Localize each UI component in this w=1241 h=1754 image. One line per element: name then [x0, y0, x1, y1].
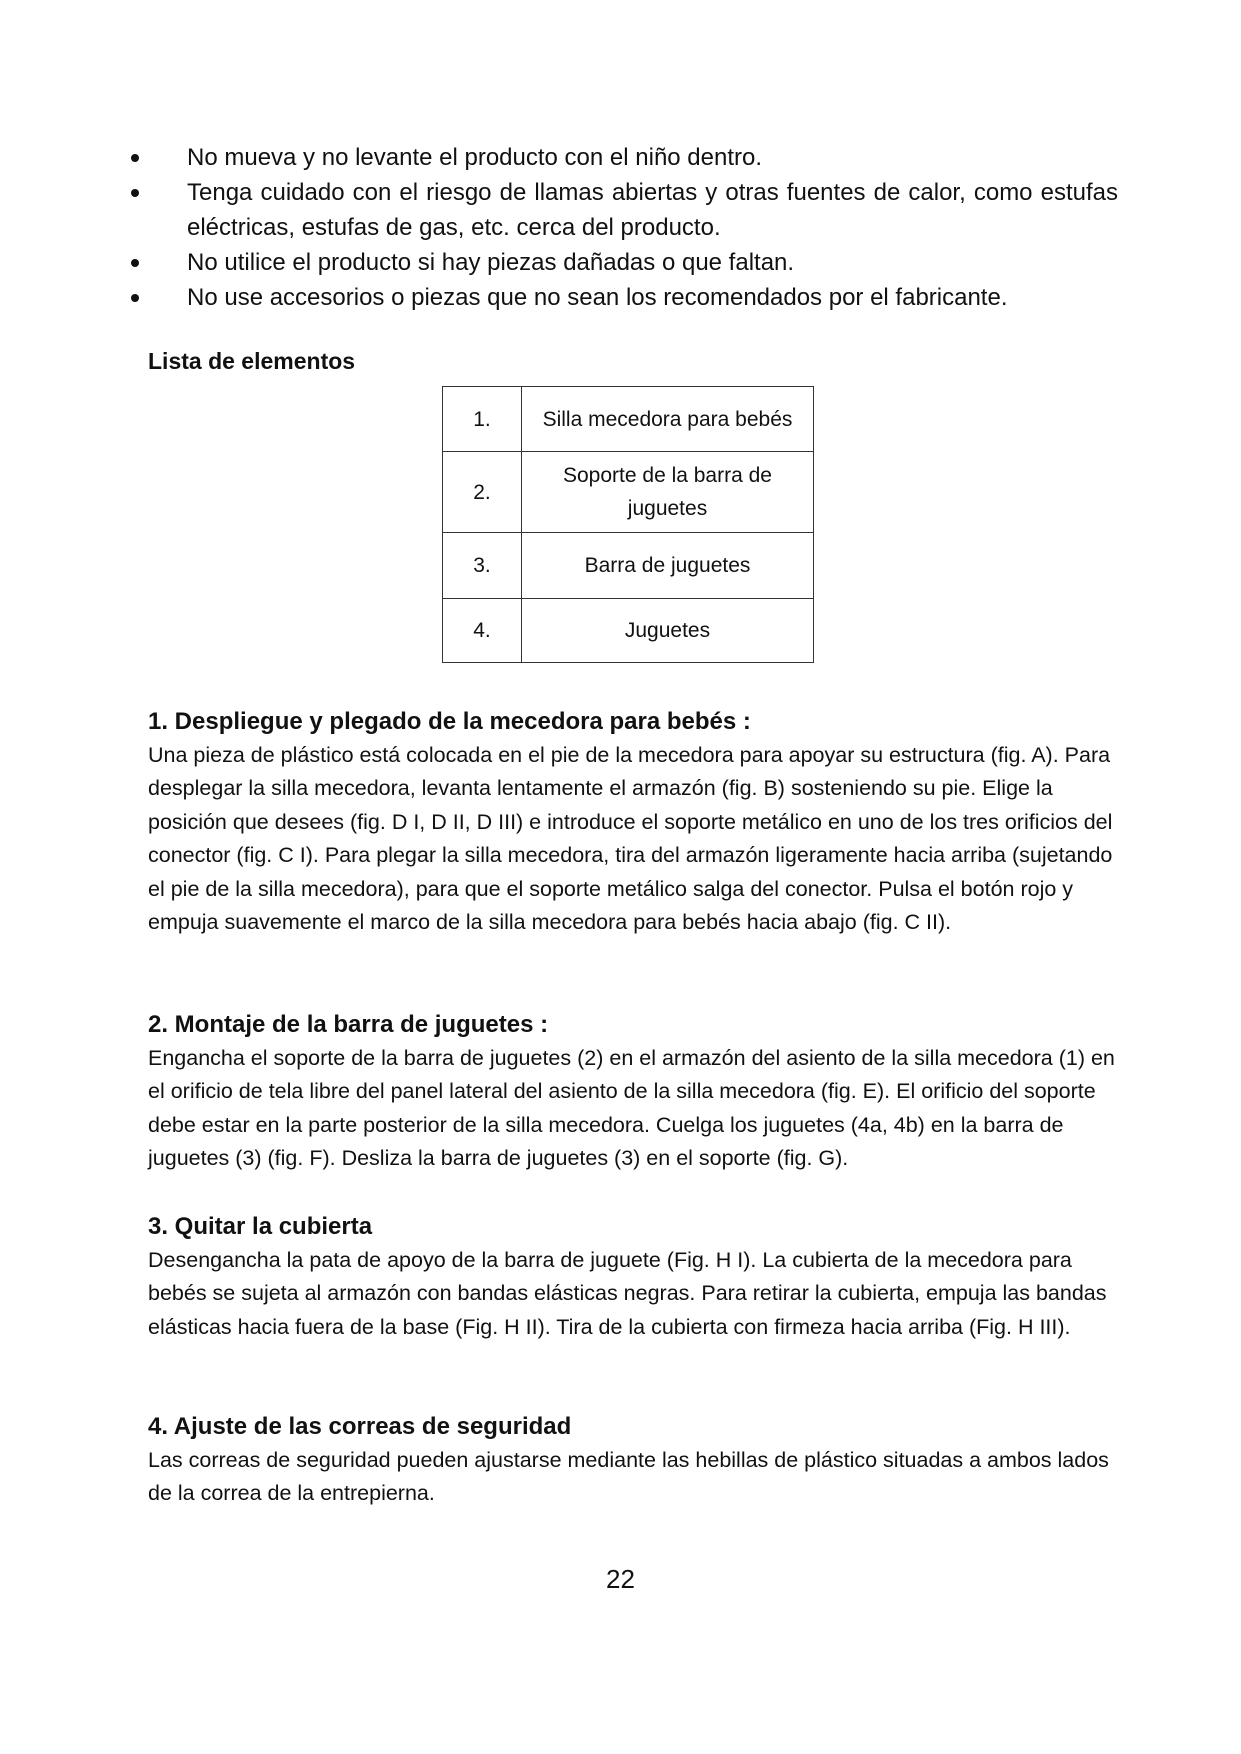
- warning-text: No use accesorios o piezas que no sean los recomendados por el fabricante.: [187, 284, 1008, 311]
- warning-text: No mueva y no levante el producto con el niño dentro.: [187, 144, 763, 171]
- table-row: [443, 452, 814, 533]
- part-name: Barra de juguetes: [522, 533, 814, 599]
- table-row: [443, 387, 814, 452]
- section-heading: 2. Montaje de la barra de juguetes :: [148, 1011, 549, 1038]
- part-name: Juguetes: [522, 599, 814, 663]
- section-body: Las correas de seguridad pueden ajustarse mediante las hebillas de plástico situadas a ambos lados de la correa de la entrepierna.: [148, 1448, 1109, 1506]
- part-name: Silla mecedora para bebés: [522, 387, 814, 452]
- bullet-icon: [131, 259, 139, 267]
- bullet-icon: [131, 189, 139, 197]
- section-body: Desengancha la pata de apoyo de la barra de juguete (Fig. H I). La cubierta de la mecedora para bebés se sujeta al armazón con bandas elásticas negras. Para retirar la cubierta, empuja las bandas elásticas hacia fuera de la base (Fig. H II). Tira de la cubierta con firmeza hacia arriba (Fig. H III).: [148, 1248, 1107, 1339]
- section-heading: 1. Despliegue y plegado de la mecedora para bebés :: [148, 708, 751, 735]
- parts-list-title: Lista de elementos: [148, 348, 356, 374]
- section-body: Engancha el soporte de la barra de juguetes (2) en el armazón del asiento de la silla mecedora (1) en el orificio de tela libre del panel lateral del asiento de la silla mecedora (fig. E). El orificio del soporte debe estar en la parte posterior de la silla mecedora. Cuelga los juguetes (4a, 4b) en la barra de juguetes (3) (fig. F). Desliza la barra de juguetes (3) en el soporte (fig. G).: [148, 1046, 1115, 1171]
- part-number: 4.: [443, 599, 522, 663]
- section-unfold-fold: [148, 705, 1128, 939]
- page-number: 22: [606, 1564, 635, 1594]
- warning-item: [128, 245, 1118, 280]
- table-row: [443, 533, 814, 599]
- warning-text: Tenga cuidado con el riesgo de llamas abiertas y otras fuentes de calor, como estufas eléctricas, estufas de gas, etc. cerca del producto.: [187, 179, 1118, 241]
- warning-item: [128, 175, 1118, 245]
- section-remove-cover: [148, 1210, 1128, 1344]
- warning-item: [128, 280, 1118, 315]
- section-body: Una pieza de plástico está colocada en el pie de la mecedora para apoyar su estructura (fig. A). Para desplegar la silla mecedora, levanta lentamente el armazón (fig. B) sosteniendo su pie. Elige la posición que desees (fig. D I, D II, D III) e introduce el soporte metálico en uno de los tres orificios del conector (fig. C I). Para plegar la silla mecedora, tira del armazón ligeramente hacia arriba (sujetando el pie de la silla mecedora), para que el soporte metálico salga del conector. Pulsa el botón rojo y empuja suavemente el marco de la silla mecedora para bebés hacia abajo (fig. C II).: [148, 743, 1113, 935]
- part-number: 3.: [443, 533, 522, 599]
- table-row: [443, 599, 814, 663]
- bullet-icon: [131, 294, 139, 302]
- warning-text: No utilice el producto si hay piezas dañadas o que faltan.: [187, 249, 795, 276]
- part-number: 1.: [443, 387, 522, 452]
- parts-table: [442, 386, 814, 663]
- warning-item: [128, 140, 1118, 175]
- part-number: 2.: [443, 452, 522, 533]
- section-heading: 3. Quitar la cubierta: [148, 1213, 373, 1240]
- part-name: Soporte de la barra de juguetes: [522, 452, 814, 533]
- section-safety-straps: [148, 1410, 1128, 1511]
- warnings-list: [128, 140, 1118, 315]
- section-toy-bar-assembly: [148, 1008, 1128, 1176]
- bullet-icon: [131, 154, 139, 162]
- section-heading: 4. Ajuste de las correas de seguridad: [148, 1413, 572, 1440]
